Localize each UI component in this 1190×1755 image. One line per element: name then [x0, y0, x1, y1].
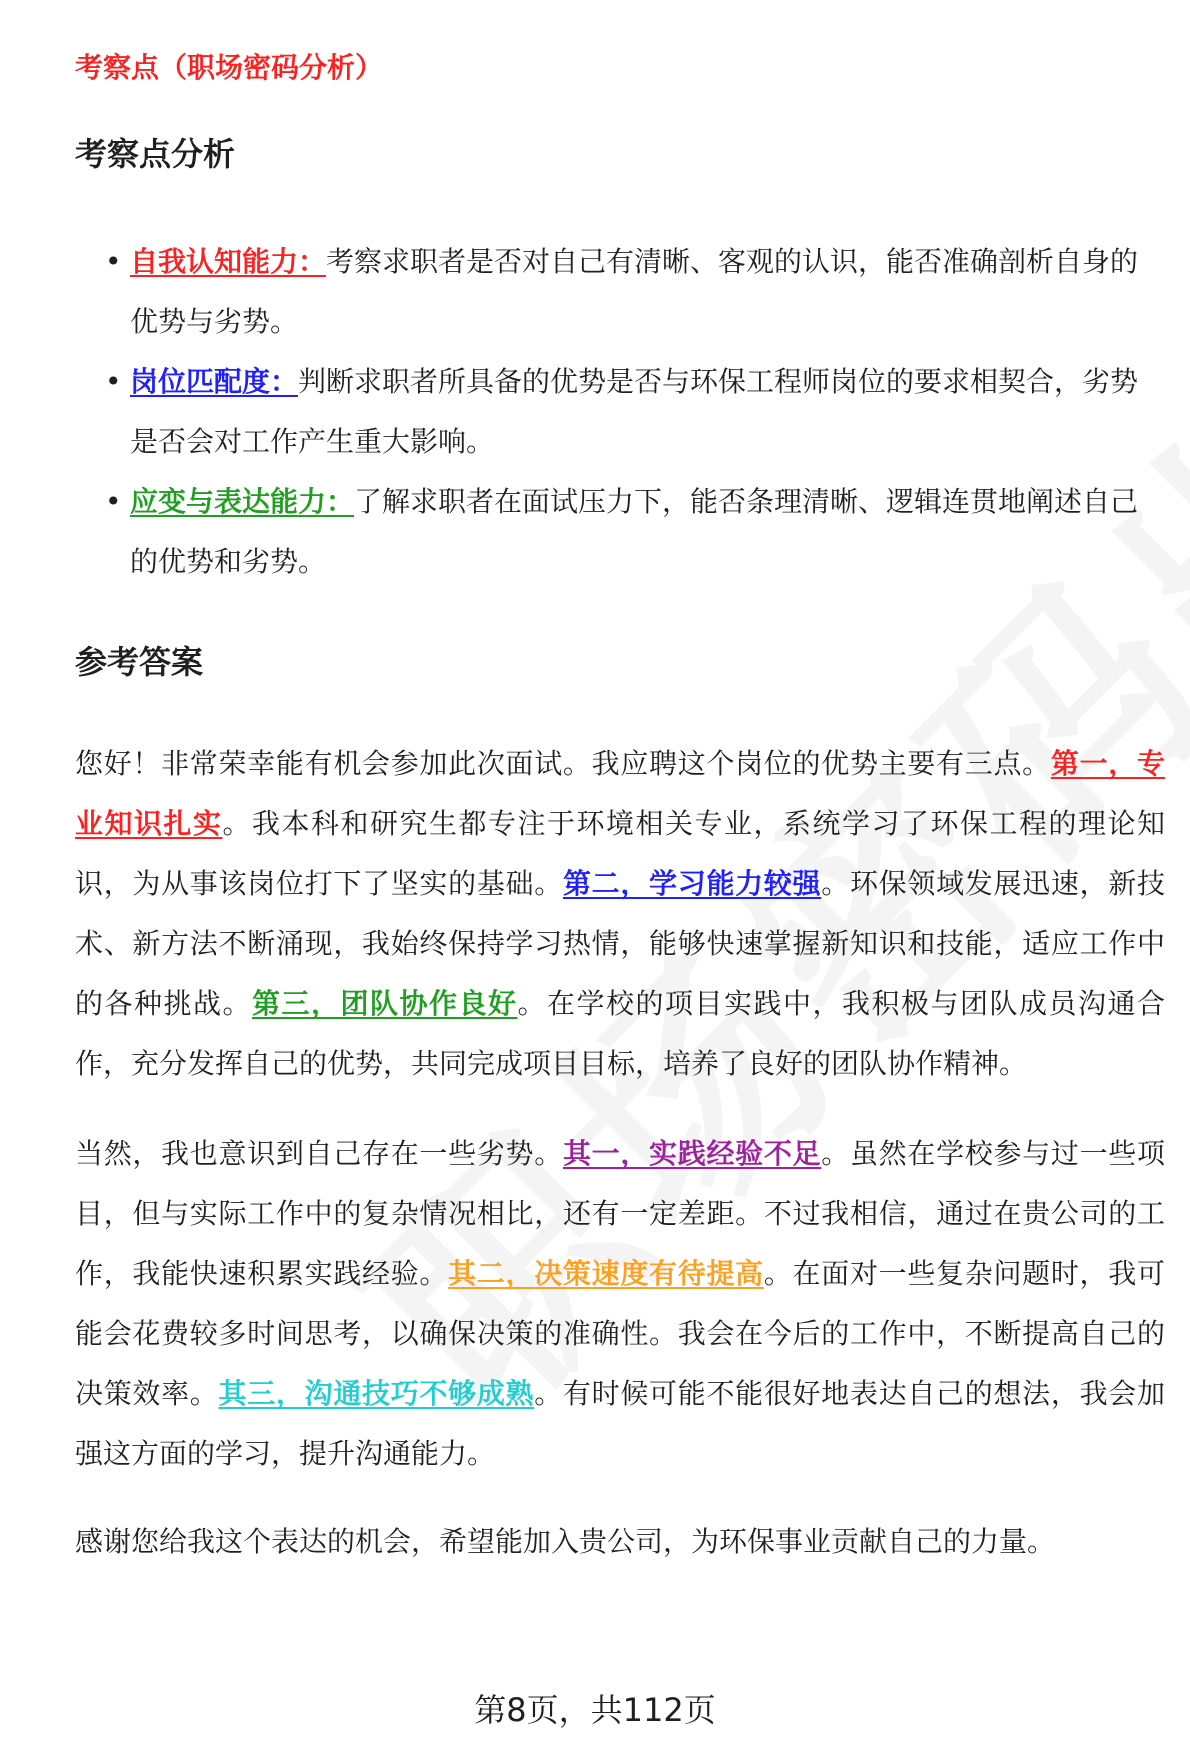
keyword-highlight: 其三，沟通技巧不够成熟 [218, 1377, 535, 1410]
body-text: 。有时候可能不能很好地表达自己的想法，我会加强这方面的学习，提升沟通能力。 [75, 1377, 1165, 1470]
bullet-icon: • [105, 485, 122, 518]
point-text: 了解求职者在面试压力下，能否条理清晰、逻辑连贯地阐述自己的优势和劣势。 [130, 485, 1139, 578]
analysis-point [105, 232, 1165, 352]
point-text: 考察求职者是否对自己有清晰、客观的认识，能否准确剖析自身的优势与劣势。 [130, 245, 1139, 338]
body-text: 您好！非常荣幸能有机会参加此次面试。我应聘这个岗位的优势主要有三点。 [75, 747, 1051, 780]
body-text: 。虽然在学校参与过一些项目，但与实际工作中的复杂情况相比，还有一定差距。不过我相信，通过在贵公司的工作，我能快速积累实践经验。 [75, 1137, 1165, 1290]
point-label: 岗位匹配度： [130, 365, 299, 398]
bullet-icon: • [105, 245, 122, 278]
body-text: 。环保领域发展迅速，新技术、新方法不断涌现，我始终保持学习热情，能够快速掌握新知识和技能，适应工作中的各种挑战。 [75, 867, 1165, 1020]
keyword-highlight: 第三，团队协作良好 [252, 987, 518, 1020]
keyword-highlight: 第一，专业知识扎实 [75, 747, 1165, 840]
page-content [75, 48, 1165, 1572]
answer-paragraph-weaknesses [75, 1124, 1165, 1484]
body-text: 。在学校的项目实践中，我积极与团队成员沟通合作，充分发挥自己的优势，共同完成项目目标，培养了良好的团队协作精神。 [75, 987, 1165, 1080]
body-text: 。我本科和研究生都专注于环境相关专业，系统学习了环保工程的理论知识，为从事该岗位打下了坚实的基础。 [75, 807, 1165, 900]
analysis-point [105, 352, 1165, 472]
analysis-point [105, 472, 1165, 592]
keyword-highlight: 其一，实践经验不足 [562, 1137, 822, 1170]
keyword-highlight: 其二，决策速度有待提高 [448, 1257, 764, 1290]
point-label: 自我认知能力： [130, 245, 327, 278]
bullet-icon: • [105, 365, 122, 398]
analysis-heading: 考察点分析 [75, 135, 236, 173]
point-label: 应变与表达能力： [130, 485, 355, 518]
analysis-points-list [75, 232, 1165, 592]
body-text: 。在面对一些复杂问题时，我可能会花费较多时间思考，以确保决策的准确性。我会在今后的工作中，不断提高自己的决策效率。 [75, 1257, 1165, 1410]
section-label: 考察点（职场密码分析） [75, 51, 384, 84]
answer-paragraph-strengths [75, 734, 1165, 1094]
answer-heading: 参考答案 [75, 643, 204, 681]
body-text: 当然，我也意识到自己存在一些劣势。 [75, 1137, 563, 1170]
keyword-highlight: 第二，学习能力较强 [562, 867, 822, 900]
point-text: 判断求职者所具备的优势是否与环保工程师岗位的要求相契合，劣势是否会对工作产生重大影响。 [130, 365, 1139, 458]
page-number: 第8页，共112页 [474, 1691, 716, 1729]
answer-paragraph-closing: 感谢您给我这个表达的机会，希望能加入贵公司，为环保事业贡献自己的力量。 [75, 1525, 1056, 1558]
